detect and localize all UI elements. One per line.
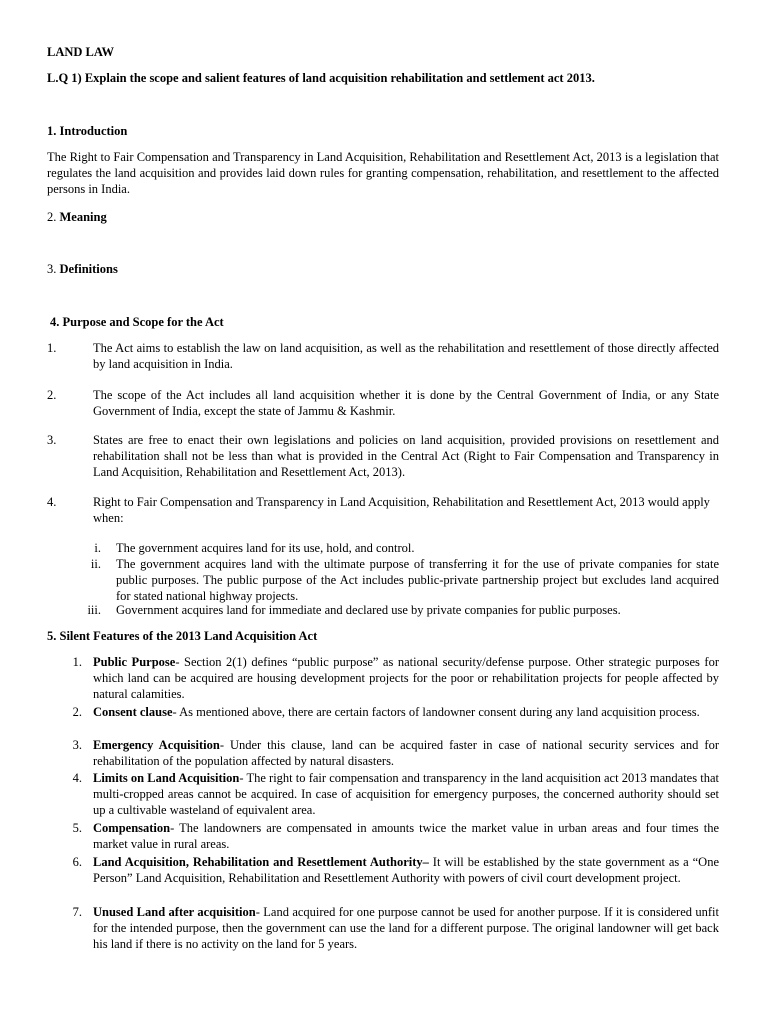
feature-item: [93, 704, 719, 720]
feature-number: 5.: [72, 821, 82, 835]
meaning-number: 2.: [47, 210, 57, 224]
feature-separator: -: [239, 771, 244, 785]
feature-separator: -: [172, 705, 177, 719]
subitem-text: The government acquires land for its use, hold, and control.: [116, 541, 415, 555]
feature-title: Emergency Acquisition: [93, 738, 220, 752]
purpose-item-number: 3.: [47, 433, 57, 447]
purpose-item-number: 2.: [47, 388, 57, 402]
feature-item: [93, 854, 719, 886]
subitem-number: iii.: [87, 603, 101, 617]
feature-title: Consent clause: [93, 705, 173, 719]
feature-number: 3.: [72, 738, 82, 752]
features-heading: 5. Silent Features of the 2013 Land Acquisition Act: [47, 629, 318, 643]
feature-text: Section 2(1) defines “public purpose” as national security/defense purpose. Other strategic purposes for which land can be acquired are housing development projects for the poor or rehabilitation projects for people affected by natural calamities.: [93, 655, 719, 701]
subitem-number: i.: [94, 541, 101, 555]
intro-heading: 1. Introduction: [47, 124, 128, 138]
feature-text: The right to fair compensation and transparency in the land acquisition act 2013 mandates that multi-cropped areas cannot be acquired. In case of acquisition for emergency purposes, the concerned authority should set up a cultivable wasteland of equivalent area.: [93, 771, 719, 817]
meaning-heading: [47, 209, 107, 225]
feature-item: [93, 737, 719, 769]
feature-title: Unused Land after acquisition: [93, 905, 256, 919]
feature-number: 4.: [72, 771, 82, 785]
purpose-item-number: 1.: [47, 341, 57, 355]
feature-number: 1.: [72, 655, 82, 669]
feature-text: The landowners are compensated in amounts twice the market value in urban areas and four times the market value in rural areas.: [93, 821, 719, 851]
purpose-heading: 4. Purpose and Scope for the Act: [50, 315, 224, 329]
feature-text: Under this clause, land can be acquired faster in case of national security services and for rehabilitation of the population affected by natural disasters.: [93, 738, 719, 768]
feature-separator: -: [255, 905, 260, 919]
feature-title: Public Purpose: [93, 655, 176, 669]
feature-title: Limits on Land Acquisition: [93, 771, 240, 785]
feature-separator: -: [219, 738, 224, 752]
meaning-label: Meaning: [59, 210, 107, 224]
feature-number: 6.: [72, 855, 82, 869]
feature-separator: -: [170, 821, 175, 835]
purpose-item-text: The Act aims to establish the law on land acquisition, as well as the rehabilitation and resettlement of those directly affected by land acquisition in India.: [93, 341, 719, 371]
subitem-text: The government acquires land with the ultimate purpose of transferring it for the use of private companies for state public purposes. The public purpose of the Act includes public-private partnership project but excludes land acquired for stated national highway projects.: [116, 557, 719, 603]
feature-item: [93, 904, 719, 952]
subitem-text: Government acquires land for immediate and declared use by private companies for public purposes.: [116, 603, 621, 617]
feature-number: 7.: [72, 905, 82, 919]
question-heading: L.Q 1) Explain the scope and salient features of land acquisition rehabilitation and settlement act 2013.: [47, 71, 595, 85]
feature-item: [93, 654, 719, 702]
purpose-item-text: States are free to enact their own legislations and policies on land acquisition, provided provisions on resettlement and rehabilitation shall not be less than what is provided in the Central Act (Right to Fair Compensation and Transparency in Land Acquisition, Rehabilitation and Resettlement Act, 2013).: [93, 433, 719, 479]
feature-text: It will be established by the state government as a “One Person” Land Acquisition, Rehabilitation and Resettlement Authority with powers of civil court development project.: [93, 855, 719, 885]
feature-title: Land Acquisition, Rehabilitation and Resettlement Authority–: [93, 855, 429, 869]
feature-item: [93, 820, 719, 852]
feature-item: [93, 770, 719, 818]
feature-text: Land acquired for one purpose cannot be used for another purpose. If it is considered unfit for the intended purpose, then the government can use the land for a different purpose. The original landowner will get back his land if there is no activity on the land for 5 years.: [93, 905, 719, 951]
purpose-item-number: 4.: [47, 495, 57, 509]
purpose-item-text: Right to Fair Compensation and Transparency in Land Acquisition, Rehabilitation and Resettlement Act, 2013 would apply when:: [93, 495, 710, 525]
subitem-number: ii.: [90, 557, 101, 571]
feature-number: 2.: [72, 705, 82, 719]
definitions-heading: [47, 261, 118, 277]
definitions-label: Definitions: [59, 262, 118, 276]
purpose-item-text: The scope of the Act includes all land acquisition whether it is done by the Central Government of India, or any State Government of India, except the state of Jammu & Kashmir.: [93, 388, 719, 418]
definitions-number: 3.: [47, 262, 57, 276]
doc-title: LAND LAW: [47, 45, 115, 59]
intro-paragraph: The Right to Fair Compensation and Transparency in Land Acquisition, Rehabilitation and Resettlement Act, 2013 is a legislation that regulates the land acquisition and provides laid down rules for granting compensation, rehabilitation, and resettlement to the affected persons in India.: [47, 150, 719, 196]
feature-text: As mentioned above, there are certain factors of landowner consent during any land acquisition process.: [176, 705, 700, 719]
feature-title: Compensation: [93, 821, 171, 835]
feature-separator: -: [175, 655, 180, 669]
